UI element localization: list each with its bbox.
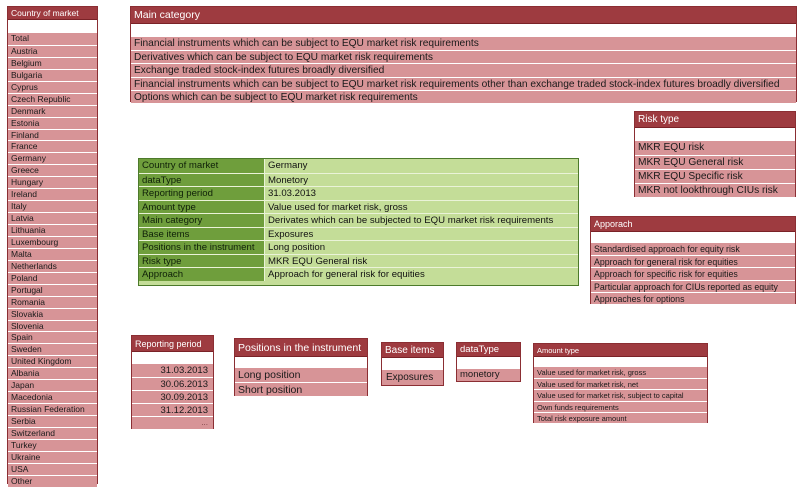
- summary-value: Derivates which can be subjected to EQU market risk requirements: [265, 214, 578, 227]
- main-category-item: Financial instruments which can be subject to EQU market risk requirements other than exchange traded stock-index futures broadly diversified: [131, 77, 796, 90]
- country-item: Ireland: [8, 188, 97, 200]
- amount-type-item: Value used for market risk, gross: [534, 367, 707, 378]
- base-item: Exposures: [382, 370, 443, 385]
- reporting-period-items: [132, 364, 213, 416]
- summary-key: Base items: [139, 228, 265, 241]
- summary-key: Approach: [139, 268, 265, 281]
- country-item: Turkey: [8, 439, 97, 451]
- country-item: Spain: [8, 331, 97, 343]
- main-category-item: Derivatives which can be subject to EQU market risk requirements: [131, 50, 796, 63]
- country-item: Netherlands: [8, 260, 97, 272]
- country-item: France: [8, 140, 97, 152]
- amount-type-item: Value used for market risk, net: [534, 378, 707, 389]
- country-item: Latvia: [8, 212, 97, 224]
- country-item: Bulgaria: [8, 69, 97, 81]
- country-item: Greece: [8, 164, 97, 176]
- country-item: Slovenia: [8, 320, 97, 332]
- summary-key: Positions in the instrument: [139, 241, 265, 254]
- summary-key: dataType: [139, 174, 265, 187]
- main-category-title: Main category: [131, 7, 796, 24]
- data-type-blank: [457, 357, 520, 369]
- country-item: Malta: [8, 248, 97, 260]
- risk-type-item: MKR EQU General risk: [635, 155, 795, 169]
- position-item: Short position: [235, 382, 367, 396]
- summary-key: Country of market: [139, 159, 265, 173]
- country-list-items: [8, 33, 97, 487]
- main-category-items: [131, 37, 796, 103]
- country-item: Serbia: [8, 415, 97, 427]
- country-item: Germany: [8, 152, 97, 164]
- risk-type-list: [634, 111, 796, 197]
- amount-type-item: Total risk exposure amount: [534, 412, 707, 423]
- main-category-item: Exchange traded stock-index futures broadly diversified: [131, 63, 796, 76]
- reporting-period-item: 31.03.2013: [132, 364, 213, 377]
- summary-key: Reporting period: [139, 187, 265, 200]
- base-items-list: [381, 342, 444, 386]
- data-type-items: [457, 369, 520, 381]
- summary-row: [139, 240, 578, 254]
- country-item: Czech Republic: [8, 93, 97, 105]
- summary-value: MKR EQU General risk: [265, 255, 578, 268]
- country-list-blank: [8, 20, 97, 33]
- summary-row: [139, 159, 578, 173]
- approach-title: Apporach: [591, 217, 795, 232]
- country-item: Sweden: [8, 343, 97, 355]
- risk-type-item: MKR EQU risk: [635, 141, 795, 155]
- summary-row: [139, 186, 578, 200]
- risk-type-item: MKR not lookthrough CIUs risk: [635, 183, 795, 197]
- amount-type-item: Own funds requirements: [534, 401, 707, 412]
- country-item: Cyprus: [8, 81, 97, 93]
- positions-items: [235, 368, 367, 396]
- data-type-title: dataType: [457, 343, 520, 357]
- reporting-period-title: Reporting period: [132, 336, 213, 352]
- reporting-period-item: 30.09.2013: [132, 390, 213, 403]
- country-item: Macedonia: [8, 391, 97, 403]
- summary-value: Approach for general risk for equities: [265, 268, 578, 281]
- summary-key: Amount type: [139, 201, 265, 214]
- approach-item: Standardised approach for equity risk: [591, 243, 795, 255]
- country-list-title: Country of market: [8, 7, 97, 20]
- amount-type-list: [533, 343, 708, 423]
- country-of-market-list: [7, 6, 98, 484]
- risk-type-item: MKR EQU Specific risk: [635, 169, 795, 183]
- base-items-title: Base items: [382, 343, 443, 358]
- country-item: United Kingdom: [8, 355, 97, 367]
- country-item: Total: [8, 33, 97, 45]
- country-item: Romania: [8, 296, 97, 308]
- country-item: Japan: [8, 379, 97, 391]
- country-item: Poland: [8, 272, 97, 284]
- reporting-period-more: ...: [132, 416, 213, 429]
- base-items-blank: [382, 358, 443, 370]
- base-items-items: [382, 370, 443, 385]
- main-category-list: [130, 6, 797, 102]
- approach-item: Approach for specific risk for equities: [591, 267, 795, 279]
- position-item: Long position: [235, 368, 367, 382]
- summary-key: Risk type: [139, 255, 265, 268]
- summary-row: [139, 213, 578, 227]
- summary-value: Value used for market risk, gross: [265, 201, 578, 214]
- main-category-blank: [131, 24, 796, 37]
- risk-type-blank: [635, 128, 795, 141]
- country-item: USA: [8, 463, 97, 475]
- approach-item: Approaches for options: [591, 292, 795, 304]
- approach-item: Particular approach for CIUs reported as equity: [591, 280, 795, 292]
- summary-row: [139, 173, 578, 187]
- amount-type-items: [534, 367, 707, 423]
- approach-items: [591, 243, 795, 304]
- country-item: Denmark: [8, 105, 97, 117]
- risk-type-items: [635, 141, 795, 197]
- summary-row: [139, 267, 578, 281]
- amount-type-title: Amount type: [534, 344, 707, 357]
- reporting-period-item: 30.06.2013: [132, 377, 213, 390]
- summary-row: [139, 200, 578, 214]
- data-type-list: [456, 342, 521, 382]
- country-item: Lithuania: [8, 224, 97, 236]
- positions-blank: [235, 357, 367, 368]
- country-item: Belgium: [8, 57, 97, 69]
- approach-item: Approach for general risk for equities: [591, 255, 795, 267]
- country-item: Portugal: [8, 284, 97, 296]
- summary-row: [139, 254, 578, 268]
- country-item: Estonia: [8, 117, 97, 129]
- amount-type-item: Value used for market risk, subject to capital: [534, 389, 707, 400]
- main-category-item: Financial instruments which can be subject to EQU market risk requirements: [131, 37, 796, 50]
- reporting-period-list: [131, 335, 214, 429]
- country-item: Luxembourg: [8, 236, 97, 248]
- reporting-period-blank: [132, 352, 213, 364]
- country-item: Other: [8, 475, 97, 487]
- summary-row: [139, 227, 578, 241]
- positions-list: [234, 338, 368, 396]
- country-item: Slovakia: [8, 308, 97, 320]
- country-item: Ukraine: [8, 451, 97, 463]
- summary-value: Long position: [265, 241, 578, 254]
- country-item: Switzerland: [8, 427, 97, 439]
- reporting-period-item: 31.12.2013: [132, 403, 213, 416]
- summary-value: Exposures: [265, 228, 578, 241]
- summary-value: Germany: [265, 159, 578, 173]
- country-item: Austria: [8, 45, 97, 57]
- summary-value: Monetory: [265, 174, 578, 187]
- summary-value: 31.03.2013: [265, 187, 578, 200]
- country-item: Finland: [8, 129, 97, 141]
- country-item: Italy: [8, 200, 97, 212]
- dimension-summary-table: [138, 158, 579, 286]
- data-type-item: monetory: [457, 369, 520, 381]
- amount-type-blank: [534, 357, 707, 367]
- approach-list: [590, 216, 796, 304]
- main-category-item: Options which can be subject to EQU market risk requirements: [131, 90, 796, 103]
- country-item: Russian Federation: [8, 403, 97, 415]
- country-item: Albania: [8, 367, 97, 379]
- approach-blank: [591, 232, 795, 243]
- summary-key: Main category: [139, 214, 265, 227]
- country-item: Hungary: [8, 176, 97, 188]
- positions-title: Positions in the instrument: [235, 339, 367, 357]
- risk-type-title: Risk type: [635, 112, 795, 128]
